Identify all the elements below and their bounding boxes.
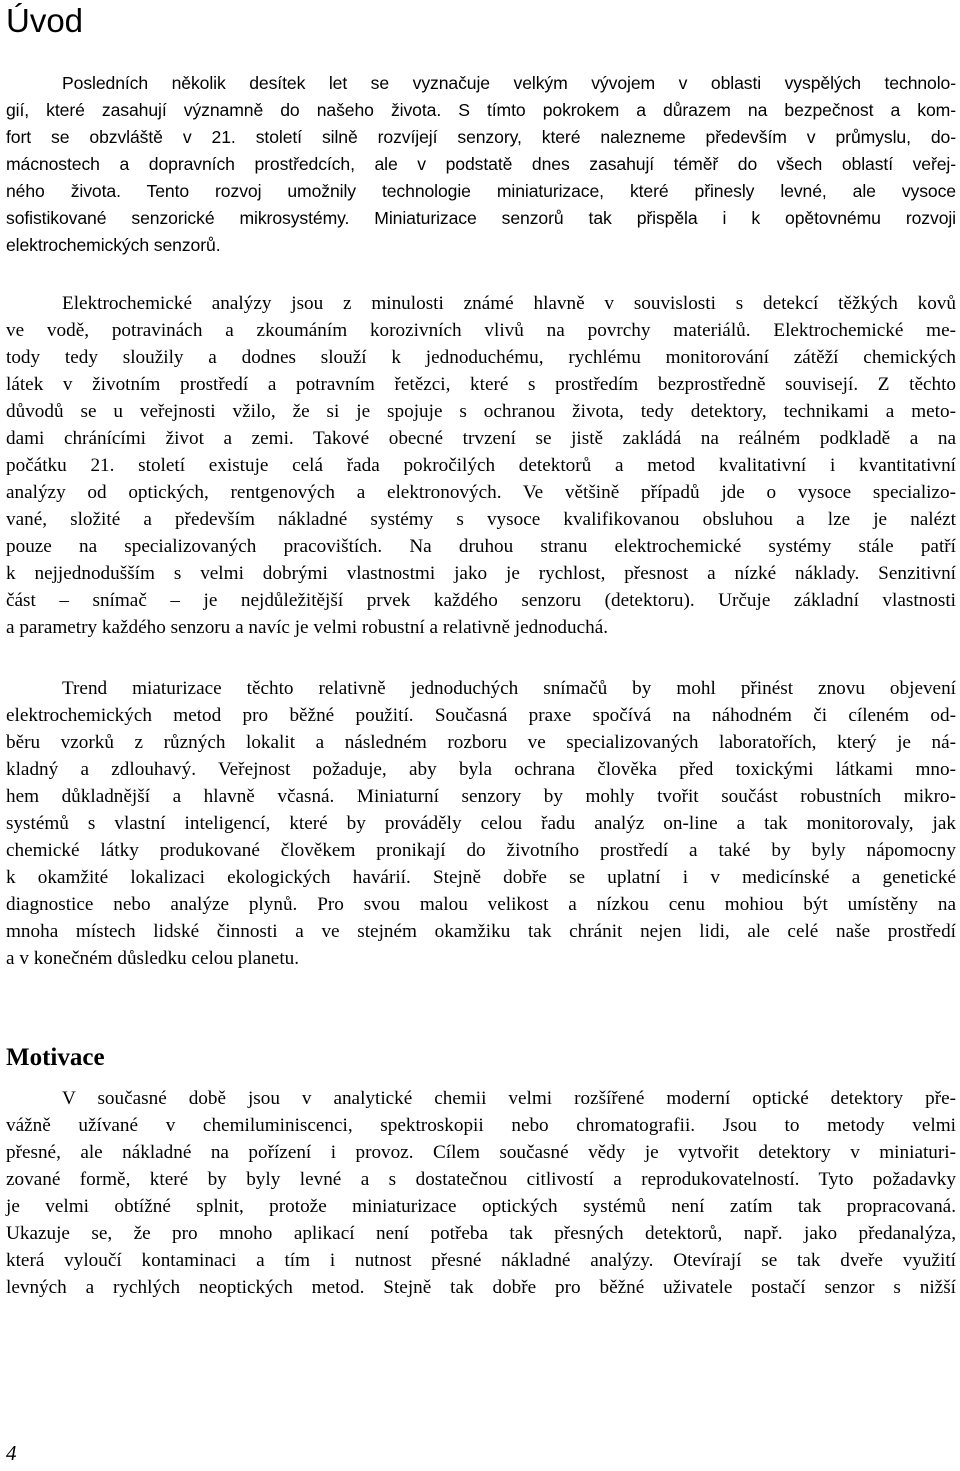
paragraph-line: zované formě, které by byly levné a s dostatečnou citlivostí a reprodukovatelností. Tyto požadavky (6, 1169, 956, 1190)
paragraph-line: V současné době jsou v analytické chemii velmi rozšířené moderní optické detektory pře- (62, 1088, 956, 1109)
paragraph-line: Elektrochemické analýzy jsou z minulosti známé hlavně v souvislosti s detekcí těžkých kovů (62, 293, 956, 314)
paragraph-line: elektrochemických senzorů. (6, 235, 221, 255)
motivation-paragraph (6, 1085, 956, 1301)
paragraph-line: vážně užívané v chemiluminiscenci, spektroskopii nebo chromatografii. Jsou to metody velmi (6, 1115, 956, 1136)
paragraph-line: sofistikované senzorické mikrosystémy. Miniaturizace senzorů tak přispěla i k opětovnému rozvoji (6, 208, 956, 228)
paragraph-line: mácnostech a dopravních prostředcích, ale v podstatě dnes zasahují téměř do všech oblastí veřej- (6, 154, 956, 174)
paragraph-line: systémů s vlastní inteligencí, které by prováděly celou řadu analýz on-line a tak monitorovaly, jak (6, 813, 956, 834)
paragraph-line: pouze na specializovaných pracovištích. Na druhou stranu elektrochemické systémy stále patří (6, 536, 956, 557)
paragraph-line: počátku 21. století existuje celá řada pokročilých detektorů a metod kvalitativní i kvantitativní (6, 455, 956, 476)
paragraph-line: dami chránícími život a zemi. Takové obecné trvzení se jistě zakládá na reálném podkladě a na (6, 428, 956, 449)
paragraph-line: fort se obzvláště v 21. století silně rozvíjejí senzory, které nalezneme především v průmyslu, do- (6, 127, 956, 147)
paragraph-line: důvodů se u veřejnosti vžilo, že si je spojuje s ochranou života, tedy detektory, technikami a meto- (6, 401, 956, 422)
section-title: Motivace (6, 1044, 105, 1071)
paragraph-line: běru vzorků z různých lokalit a následném rozboru ve specializovaných laboratořích, který je ná- (6, 732, 956, 753)
paragraph-line: přesné, ale nákladné na pořízení i provoz. Cílem současné vědy je vytvořit detektory v miniaturi- (6, 1142, 956, 1163)
intro-paragraph-3 (6, 675, 956, 972)
paragraph-line: chemické látky produkované člověkem pronikají do životního prostředí a také by byly nápomocny (6, 840, 956, 861)
paragraph-line: kladný a zdlouhavý. Veřejnost požaduje, aby byla ochrana člověka před toxickými látkami mno- (6, 759, 956, 780)
paragraph-line: je velmi obtížné splnit, protože miniaturizace optických systémů není zatím tak propracovaná. (6, 1196, 956, 1217)
page-number: 4 (6, 1441, 17, 1465)
paragraph-line: k okamžité lokalizaci ekologických havárií. Stejně dobře se uplatní i v medicínské a genetické (6, 867, 956, 888)
intro-paragraph-1 (6, 70, 956, 259)
paragraph-line: analýzy od optických, rentgenových a elektronových. Ve většině případů jde o vysoce specializo- (6, 482, 956, 503)
paragraph-line: Trend miaturizace těchto relativně jednoduchých snímačů by mohl přinést znovu objevení (62, 678, 956, 699)
paragraph-line: Posledních několik desítek let se vyznačuje velkým vývojem v oblasti vyspělých technolo- (62, 73, 956, 93)
page-title: Úvod (6, 2, 84, 39)
paragraph-line: ve vodě, potravinách a zkoumáním korozivních vlivů na povrchy materiálů. Elektrochemické me- (6, 320, 956, 341)
paragraph-line: ného života. Tento rozvoj umožnily technologie miniaturizace, které přinesly levné, ale vysoce (6, 181, 956, 201)
paragraph-line: k nejjednodušším s velmi dobrými vlastnostmi jako je rychlost, přesnost a nízké náklady. Senzitivní (6, 563, 956, 584)
paragraph-line: diagnostice nebo analýze plynů. Pro svou malou velikost a nízkou cenu mohiou být umístěny na (6, 894, 956, 915)
paragraph-line: a v konečném důsledku celou planetu. (6, 948, 300, 969)
paragraph-line: elektrochemických metod pro běžné použití. Současná praxe spočívá na náhodném či cíleném od- (6, 705, 956, 726)
paragraph-line: hem důkladnější a hlavně včasná. Miniaturní senzory by mohly tvořit součást robustních mikro- (6, 786, 956, 807)
paragraph-line: mnoha místech lidské činnosti a ve stejném okamžiku tak chránit nejen lidi, ale celé naše prostředí (6, 921, 956, 942)
paragraph-line: a parametry každého senzoru a navíc je velmi robustní a relativně jednoduchá. (6, 617, 609, 638)
paragraph-line: levných a rychlých neoptických metod. Stejně tak dobře pro běžné uživatele postačí senzor s nižší (6, 1277, 956, 1298)
paragraph-line: která vyloučí kontaminaci a tím i nutnost přesné nákladné analýzy. Otevírají se tak dveře využití (6, 1250, 956, 1271)
intro-paragraph-2 (6, 290, 956, 641)
paragraph-line: Ukazuje se, že pro mnoho aplikací není potřeba tak přesných detektorů, např. jako předanalýza, (6, 1223, 956, 1244)
paragraph-line: tody tedy sloužily a dodnes slouží k jednoduchému, rychlému monitorování zátěží chemických (6, 347, 956, 368)
paragraph-line: látek v životním prostředí a potravním řetězci, které s prostředím bezprostředně souvisejí. Z těchto (6, 374, 956, 395)
paragraph-line: vané, složité a především nákladné systémy s vysoce kvalifikovanou obsluhou a lze je nalézt (6, 509, 956, 530)
paragraph-line: část – snímač – je nejdůležitější prvek každého senzoru (detektoru). Určuje základní vlastnosti (6, 590, 956, 611)
paragraph-line: gií, které zasahují významně do našeho života. S tímto pokrokem a důrazem na bezpečnost a kom- (6, 100, 956, 120)
